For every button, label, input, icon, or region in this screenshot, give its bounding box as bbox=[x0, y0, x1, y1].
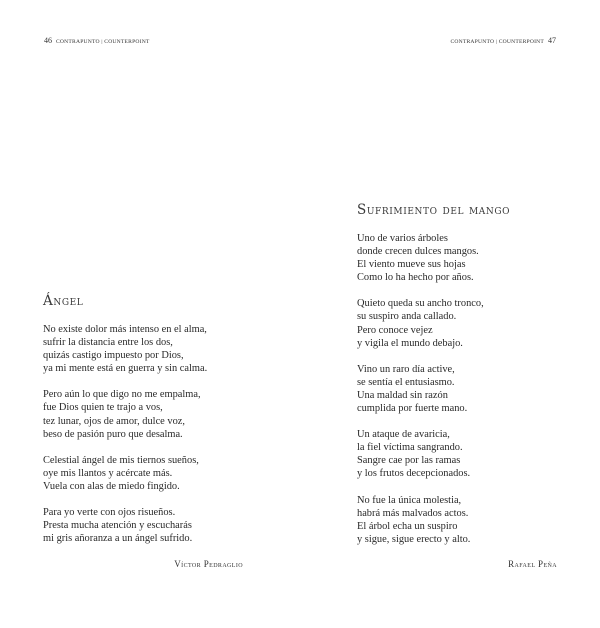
poem-line: su suspiro anda callado. bbox=[357, 311, 457, 323]
running-head-left-text: CONTRAPUNTO | COUNTERPOINT bbox=[56, 39, 150, 45]
poem-line: No fue la única molestia, bbox=[357, 494, 462, 506]
stanza bbox=[357, 494, 577, 546]
poem-line: y sigue, sigue erecto y alto. bbox=[357, 533, 471, 545]
poem-line: fue Dios quien te trajo a vos, bbox=[43, 402, 163, 414]
poem-line: Una maldad sin razón bbox=[357, 389, 448, 401]
page-number-left: 46 bbox=[44, 36, 52, 45]
poem-line: Sangre cae por las ramas bbox=[357, 455, 461, 467]
stanza bbox=[43, 388, 273, 440]
poem-line: se sentía el entusiasmo. bbox=[357, 376, 455, 388]
poem-title: Sufrimiento del mango bbox=[357, 202, 511, 218]
poem-line: quizás castigo impuesto por Dios, bbox=[43, 350, 184, 362]
poem-line: Pero aún lo que digo no me empalma, bbox=[43, 389, 201, 401]
poem-line: Para yo verte con ojos risueños. bbox=[43, 507, 176, 519]
poem-line: donde crecen dulces mangos. bbox=[357, 246, 479, 258]
stanza bbox=[43, 506, 273, 545]
poem-line: la fiel víctima sangrando. bbox=[357, 442, 463, 454]
stanza bbox=[357, 363, 577, 415]
poem-line: Uno de varios árboles bbox=[357, 233, 448, 244]
poem-line: Vuela con alas de miedo fingido. bbox=[43, 480, 180, 492]
page-number-right: 47 bbox=[548, 36, 556, 45]
poem-line: Celestial ángel de mis tiernos sueños, bbox=[43, 454, 199, 466]
poem-sufrimiento-del-mango bbox=[357, 202, 577, 559]
poem-title: Ángel bbox=[43, 293, 84, 309]
poem-line: Vino un raro día active, bbox=[357, 363, 455, 375]
poem-line: El árbol echa un suspiro bbox=[357, 520, 458, 532]
poem-line: tez lunar, ojos de amor, dulce voz, bbox=[43, 415, 185, 427]
poem-line: Como lo ha hecho por años. bbox=[357, 272, 474, 284]
stanza bbox=[43, 454, 273, 493]
right-page bbox=[300, 0, 600, 628]
poem-line: y los frutos decepcionados. bbox=[357, 468, 471, 480]
poem-line: Pero conoce vejez bbox=[357, 324, 433, 336]
running-head-right bbox=[450, 36, 560, 45]
stanza bbox=[357, 428, 577, 480]
poem-line: Quieto queda su ancho tronco, bbox=[357, 298, 484, 310]
poem-line: ya mi mente está en guerra y sin calma. bbox=[43, 363, 208, 375]
poem-line: sufrir la distancia entre los dos, bbox=[43, 337, 173, 349]
poem-line: habrá más malvados actos. bbox=[357, 507, 469, 519]
stanza bbox=[43, 323, 273, 375]
poem-line: El viento mueve sus hojas bbox=[357, 259, 466, 271]
poem-line: mi gris añoranza a un ángel sufrido. bbox=[43, 533, 193, 545]
running-head-left bbox=[40, 36, 150, 45]
poem-angel bbox=[43, 293, 273, 558]
poem-author: Rafael Peña bbox=[508, 559, 557, 569]
poem-line: beso de pasión puro que desalma. bbox=[43, 428, 183, 440]
poem-line: No existe dolor más intenso en el alma, bbox=[43, 324, 207, 335]
running-head-right-text: CONTRAPUNTO | COUNTERPOINT bbox=[450, 39, 544, 45]
poem-line: oye mis llantos y acércate más. bbox=[43, 467, 173, 479]
poem-line: Un ataque de avaricia, bbox=[357, 429, 450, 441]
stanza bbox=[357, 297, 577, 349]
poem-line: cumplida por fuerte mano. bbox=[357, 403, 468, 415]
poem-line: y vigila el mundo debajo. bbox=[357, 337, 463, 349]
poem-line: Presta mucha atención y escucharás bbox=[43, 520, 192, 532]
poem-author: Víctor Pedraglio bbox=[174, 559, 243, 569]
stanza bbox=[357, 232, 577, 284]
